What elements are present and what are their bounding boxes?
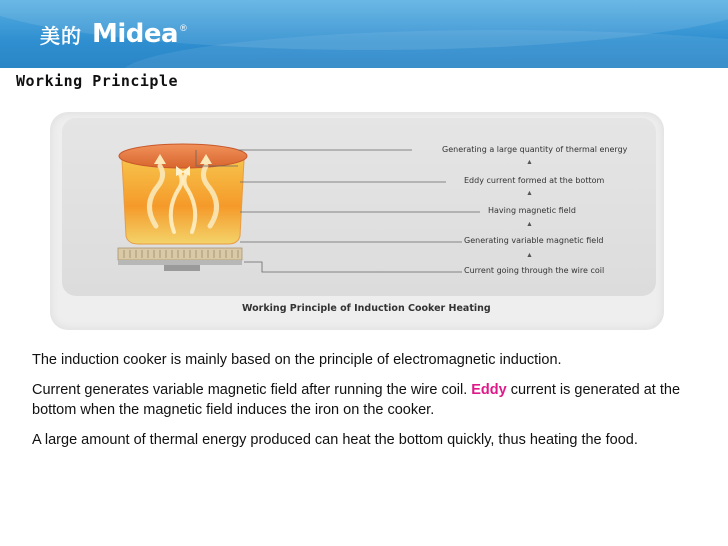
logo-chinese-text: 美的 [40, 23, 82, 48]
pot-illustration [119, 144, 247, 244]
eddy-highlight: Eddy [471, 382, 507, 398]
paragraph-1: The induction cooker is mainly based on the principle of electromagnetic induction. [32, 352, 562, 368]
step-wire-coil: Current going through the wire coil [464, 266, 605, 275]
up-arrow-icon: ▲ [526, 252, 533, 259]
step-magnetic-field: Having magnetic field [488, 206, 576, 215]
step-eddy-current: Eddy current formed at the bottom [464, 176, 605, 185]
paragraph-2 [32, 380, 702, 420]
logo-brand-text: Midea [92, 19, 179, 49]
registered-mark: ® [180, 23, 187, 33]
coil-plate-illustration [118, 248, 242, 271]
paragraph-2-part-a: Current generates variable magnetic field after running the wire coil. [32, 382, 472, 398]
diagram-caption: Working Principle of Induction Cooker Heating [242, 303, 491, 314]
step-variable-field: Generating variable magnetic field [464, 236, 604, 245]
up-arrow-icon: ▲ [526, 221, 533, 228]
slide-title: Working Principle [16, 72, 179, 90]
paragraph-3: A large amount of thermal energy produced can heat the bottom quickly, thus heating the food. [32, 432, 638, 448]
up-arrow-icon: ▲ [526, 159, 533, 166]
body-text [32, 350, 702, 460]
step-thermal-energy: Generating a large quantity of thermal energy [442, 145, 628, 154]
paragraph-2-part-b: current is generated at the bottom when the magnetic field induces the iron on the cooker. [32, 382, 681, 418]
up-arrow-icon: ▲ [526, 190, 533, 197]
